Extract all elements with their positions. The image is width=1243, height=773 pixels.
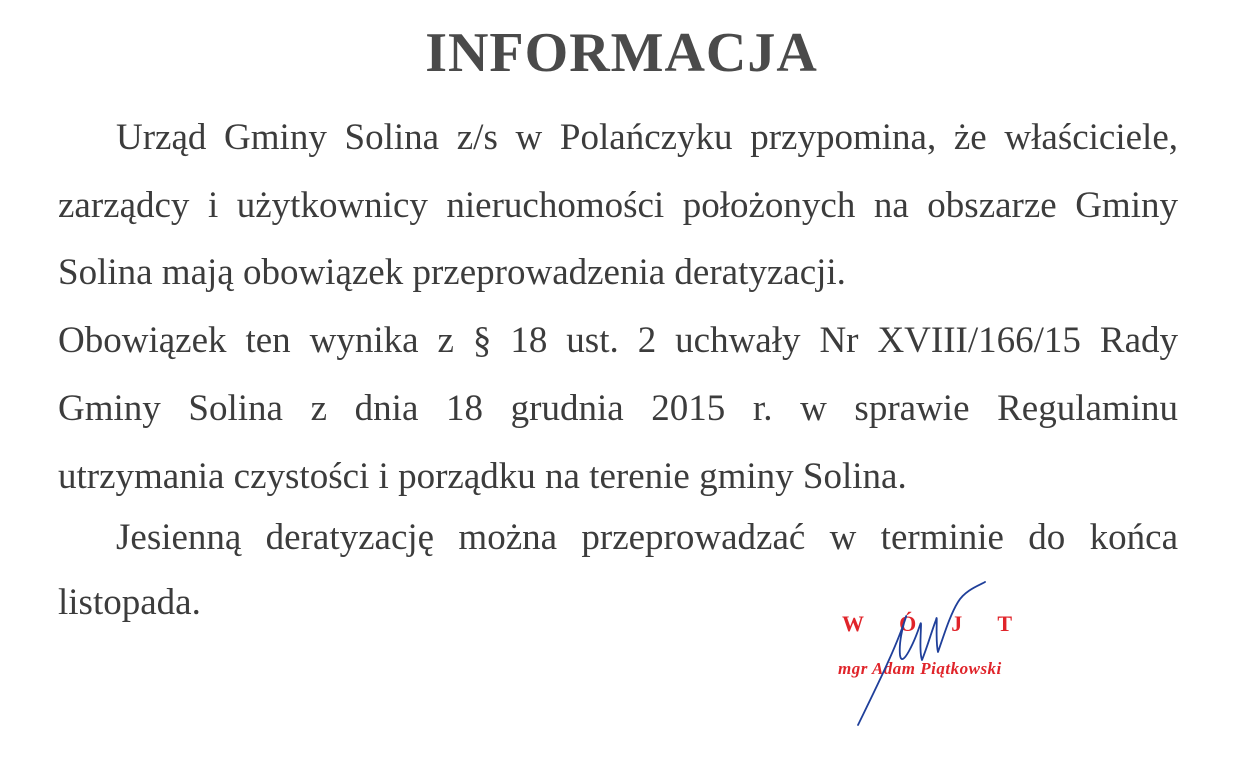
handwritten-signature-icon [840, 580, 1020, 730]
text-line: Obowiązek ten wynika z § 18 ust. 2 uchwały Nr XVIII/166/15 Rady [58, 320, 1178, 361]
text-line: Urząd Gminy Solina z/s w Polańczyku przypomina, że właściciele, [116, 117, 1178, 158]
stamp-name: mgr Adam Piątkowski [838, 659, 1002, 678]
text-line: Gminy Solina z dnia 18 grudnia 2015 r. w sprawie Regulaminu [58, 388, 1178, 429]
text-line: Solina mają obowiązek przeprowadzenia deratyzacji. [58, 252, 846, 293]
stamp-letter: T [997, 611, 1012, 636]
document-title: INFORMACJA [425, 22, 818, 84]
stamp-letter: J [951, 611, 963, 636]
text-line: listopada. [58, 582, 201, 623]
text-line: Jesienną deratyzację można przeprowadzać w terminie do końca [116, 517, 1178, 558]
text-line: zarządcy i użytkownicy nieruchomości położonych na obszarze Gminy [58, 185, 1178, 226]
text-line: utrzymania czystości i porządku na terenie gminy Solina. [58, 456, 907, 497]
stamp-letter: W [842, 611, 864, 636]
stamp-letter: Ó [899, 611, 917, 636]
